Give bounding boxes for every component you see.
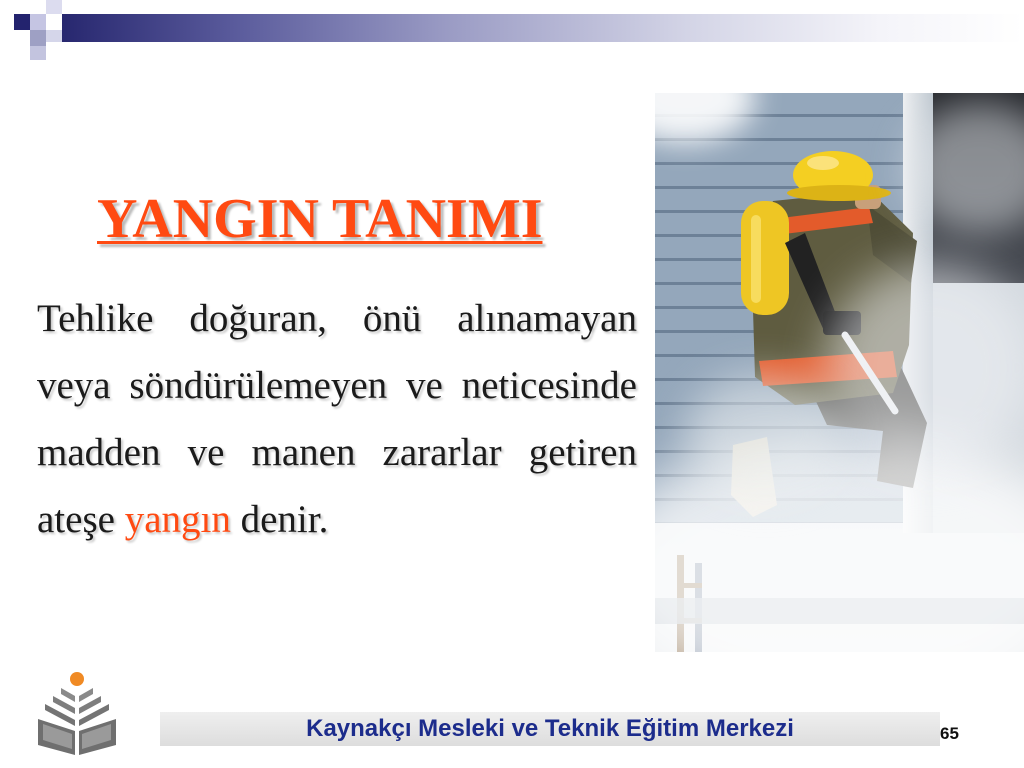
body-line-last bbox=[37, 486, 637, 553]
footer-bar bbox=[160, 712, 940, 746]
decor-square bbox=[14, 14, 30, 30]
decor-square bbox=[30, 30, 46, 46]
body-line: Tehlike doğuran, önü alınamayan bbox=[37, 297, 637, 340]
air-tank bbox=[741, 201, 789, 315]
book-tree-logo-icon bbox=[35, 669, 119, 755]
footer-organization-name: Kaynakçı Mesleki ve Teknik Eğitim Merkezi bbox=[306, 715, 794, 742]
firefighter-photo bbox=[655, 93, 1024, 652]
body-text-after: denir. bbox=[230, 498, 329, 541]
highlighted-word: yangın bbox=[124, 498, 231, 541]
slide-body-text bbox=[37, 285, 637, 553]
slide-title: YANGIN TANIMI bbox=[97, 188, 543, 250]
decor-square bbox=[30, 46, 46, 60]
decor-square bbox=[30, 14, 46, 30]
decor-square bbox=[46, 0, 62, 14]
decor-square bbox=[46, 30, 62, 42]
body-line: veya söndürülemeyen ve neticesinde bbox=[37, 364, 637, 407]
smoke bbox=[685, 373, 845, 493]
top-gradient-bar bbox=[62, 14, 1024, 42]
smoke bbox=[825, 263, 1024, 473]
page-number: 65 bbox=[940, 724, 959, 743]
body-text-before: ateşe bbox=[37, 498, 125, 541]
body-line: madden ve manen zararlar getiren bbox=[37, 431, 637, 474]
